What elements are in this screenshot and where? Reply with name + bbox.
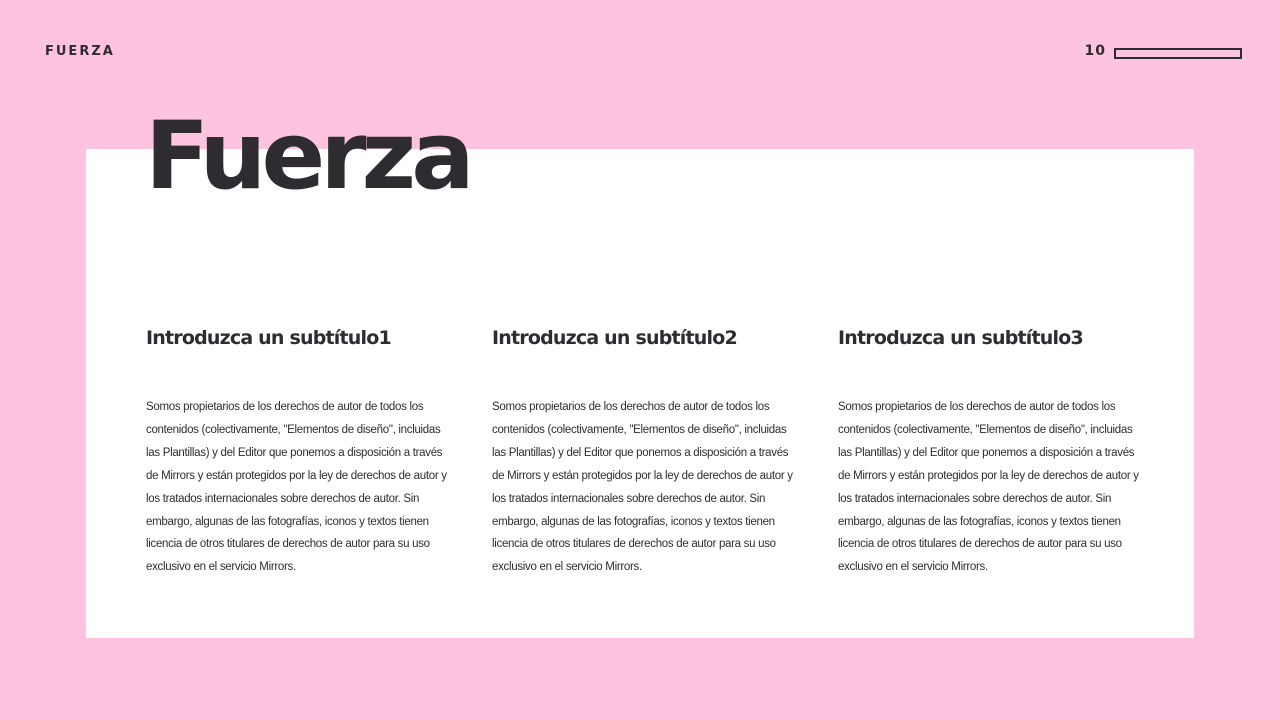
page-number: 10 — [1084, 43, 1106, 59]
progress-bar — [1114, 48, 1242, 59]
brand-label: FUERZA — [45, 44, 115, 59]
page-indicator — [1085, 42, 1242, 60]
column-body: Somos propietarios de los derechos de autor de todos los contenidos (colectivamente, "Elementos de diseño", incluidas las Plantillas) y del Editor que ponemos a disposición a través de Mirrors y están protegidos por la ley de derechos de autor y los tratados internacionales sobre derechos de autor. Sin embargo, algunas de las fotografías, iconos y textos tienen licencia de otros titulares de derechos de autor para su uso exclusivo en el servicio Mirrors. — [492, 401, 793, 574]
text-column-1 — [146, 324, 456, 579]
column-subtitle: Introduzca un subtítulo3 — [838, 327, 1083, 349]
text-column-3 — [838, 324, 1148, 579]
column-body: Somos propietarios de los derechos de autor de todos los contenidos (colectivamente, "Elementos de diseño", incluidas las Plantillas) y del Editor que ponemos a disposición a través de Mirrors y están protegidos por la ley de derechos de autor y los tratados internacionales sobre derechos de autor. Sin embargo, algunas de las fotografías, iconos y textos tienen licencia de otros titulares de derechos de autor para su uso exclusivo en el servicio Mirrors. — [838, 401, 1139, 574]
slide-title: Fuerza — [145, 102, 470, 211]
text-column-2 — [492, 324, 802, 579]
column-body: Somos propietarios de los derechos de autor de todos los contenidos (colectivamente, "Elementos de diseño", incluidas las Plantillas) y del Editor que ponemos a disposición a través de Mirrors y están protegidos por la ley de derechos de autor y los tratados internacionales sobre derechos de autor. Sin embargo, algunas de las fotografías, iconos y textos tienen licencia de otros titulares de derechos de autor para su uso exclusivo en el servicio Mirrors. — [146, 401, 447, 574]
column-subtitle: Introduzca un subtítulo1 — [146, 327, 391, 349]
column-subtitle: Introduzca un subtítulo2 — [492, 327, 737, 349]
